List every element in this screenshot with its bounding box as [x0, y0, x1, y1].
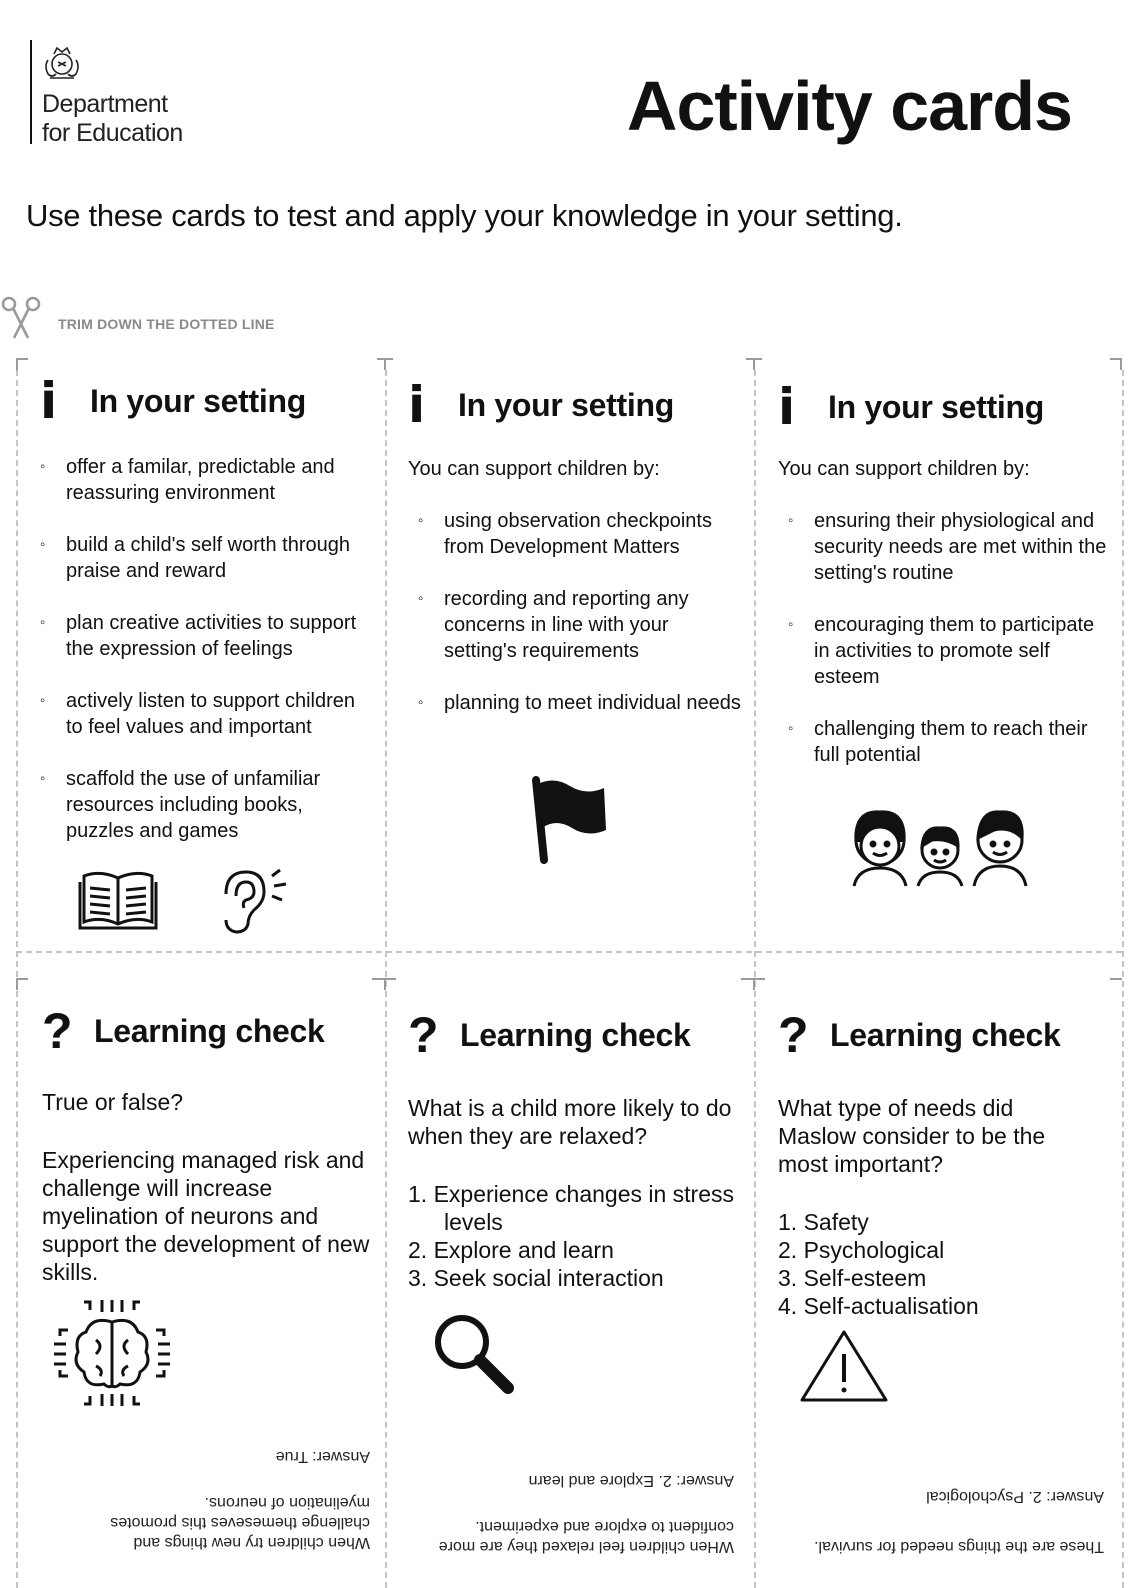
- info-icon: i: [778, 378, 796, 436]
- answer-upside-down: [100, 1412, 370, 1552]
- crop-mark: [753, 358, 755, 370]
- org-name: [42, 90, 183, 148]
- answer-upside-down: [410, 1432, 734, 1556]
- learning-card-3: [778, 1006, 1113, 1320]
- list-item: 2. Explore and learn: [408, 1237, 614, 1263]
- card-header: [408, 376, 743, 434]
- org-name-line2: for Education: [42, 119, 183, 147]
- list-item: ◦ ensuring their physiological and security needs are met within the setting's routine: [788, 508, 1113, 586]
- learning-card-2: [408, 1006, 743, 1292]
- card-title: In your setting: [458, 386, 674, 423]
- royal-crest-icon: [40, 42, 84, 82]
- question-lead: True or false?: [42, 1089, 184, 1115]
- crop-mark: [753, 978, 755, 990]
- page-subtitle: Use these cards to test and apply your knowledge in your setting.: [26, 198, 903, 233]
- question-icon: ?: [778, 1007, 809, 1063]
- list-item: 3. Self-esteem: [778, 1265, 927, 1291]
- crop-mark: [1120, 358, 1122, 370]
- learning-card-1: [42, 1002, 372, 1286]
- list-item: ◦ build a child's self worth through praise and reward: [40, 532, 375, 584]
- question-text: Experiencing managed risk and challenge will increase myelination of neurons and support the development of new skills.: [42, 1147, 370, 1285]
- warning-triangle-icon: [798, 1328, 890, 1404]
- tips-list: [40, 454, 375, 844]
- card-title: Learning check: [830, 1016, 1061, 1053]
- question-icon: ?: [42, 1003, 73, 1059]
- tips-list: [788, 508, 1113, 768]
- crop-mark: [1110, 978, 1122, 980]
- answer-options: [778, 1208, 1113, 1320]
- answer-upside-down: [808, 1448, 1104, 1556]
- logo-divider: [30, 40, 32, 144]
- dfe-logo: [30, 38, 220, 148]
- question-text: What is a child more likely to do when they are relaxed?: [408, 1095, 732, 1149]
- page-title: Activity cards: [626, 67, 1072, 145]
- card-title: In your setting: [90, 382, 306, 419]
- question-icon: ?: [408, 1007, 439, 1063]
- answer-options: [408, 1180, 743, 1292]
- list-item: ◦ using observation checkpoints from Development Matters: [418, 508, 743, 560]
- cut-line-right: [1122, 370, 1124, 1588]
- card-header: [778, 1006, 1113, 1064]
- trim-text: TRIM DOWN THE DOTTED LINE: [58, 316, 275, 332]
- tips-list: [418, 508, 743, 716]
- list-item: ◦ plan creative activities to support the expression of feelings: [40, 610, 375, 662]
- answer-text: Answer: 2. Explore and learn: [528, 1472, 734, 1489]
- crop-mark: [16, 978, 18, 990]
- answer-text: Answer: 2. Psychological: [926, 1488, 1104, 1505]
- list-item: ◦ encouraging them to participate in activities to promote self esteem: [788, 612, 1113, 690]
- answer-explanation: These are the things needed for survival.: [814, 1538, 1104, 1555]
- scissors-icon: [0, 296, 42, 342]
- magnifying-glass-icon: [430, 1310, 516, 1396]
- setting-card-1: [40, 372, 375, 947]
- crop-mark: [384, 978, 386, 990]
- card-title: In your setting: [828, 388, 1044, 425]
- card-header: [778, 378, 1113, 436]
- trim-instruction: [0, 296, 360, 346]
- list-item: ◦ planning to meet individual needs: [418, 690, 743, 716]
- list-item: 3. Seek social interaction: [408, 1265, 664, 1291]
- list-item: ◦ scaffold the use of unfamiliar resources including books, puzzles and games: [40, 766, 375, 844]
- list-item: 4. Self-actualisation: [778, 1293, 979, 1319]
- list-item: ◦ recording and reporting any concerns in line with your setting's requirements: [418, 586, 743, 664]
- answer-text: Answer: True: [275, 1448, 370, 1465]
- card-title: Learning check: [460, 1016, 691, 1053]
- crop-mark: [16, 358, 18, 370]
- list-item: 2. Psychological: [778, 1237, 945, 1263]
- list-item: ◦ actively listen to support children to feel values and important: [40, 688, 375, 740]
- setting-card-2: [408, 376, 743, 951]
- open-book-icon: [78, 868, 158, 932]
- flag-icon: [530, 774, 610, 864]
- children-faces-icon: [848, 800, 1032, 888]
- card-header: [408, 1006, 743, 1064]
- card-intro: You can support children by:: [408, 458, 660, 480]
- list-item: ◦ offer a familar, predictable and reassuring environment: [40, 454, 375, 506]
- card-title: Learning check: [94, 1012, 325, 1049]
- list-item: 1. Safety: [778, 1209, 869, 1235]
- brain-circuit-icon: [50, 1296, 174, 1410]
- list-item: ◦ challenging them to reach their full potential: [788, 716, 1113, 768]
- answer-explanation: WHen children feel relaxed they are more confident to explore and experiment.: [438, 1518, 734, 1555]
- ear-icon: [216, 864, 288, 936]
- card-header: [40, 372, 375, 430]
- info-icon: i: [40, 372, 58, 430]
- question-text: What type of needs did Maslow consider to be the most important?: [778, 1095, 1046, 1177]
- answer-explanation: When children try new things and challenge themeseves this promotes myelination of neurons.: [110, 1494, 370, 1551]
- crop-mark: [384, 358, 386, 370]
- org-name-line1: Department: [42, 90, 168, 118]
- list-item: 1. Experience changes in stress levels: [408, 1181, 735, 1235]
- info-icon: i: [408, 376, 426, 434]
- card-intro: You can support children by:: [778, 458, 1030, 480]
- card-header: [42, 1002, 372, 1060]
